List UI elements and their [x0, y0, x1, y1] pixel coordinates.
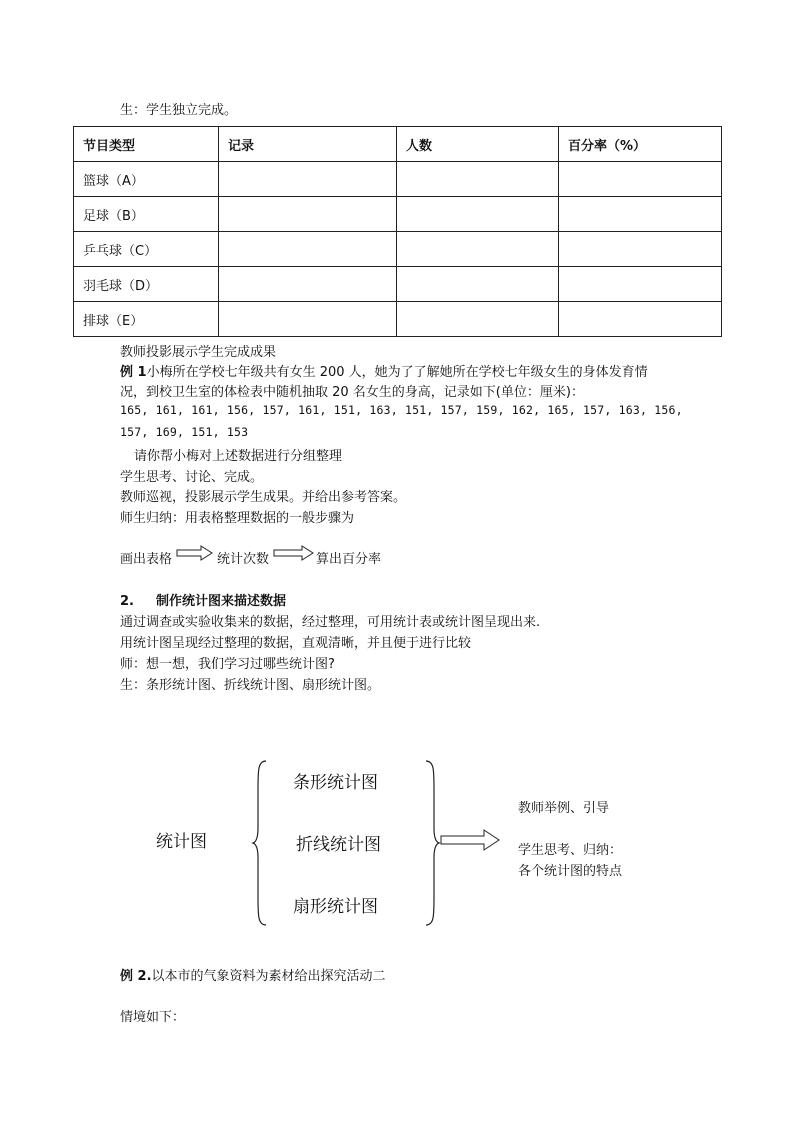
- table-row: [74, 302, 722, 337]
- arrow-right-icon: [274, 546, 314, 560]
- table-cell: [397, 162, 559, 197]
- section2-title: 制作统计图来描述数据: [155, 594, 286, 609]
- table-header-cell: 人数: [397, 127, 559, 162]
- diagram-branch: 条形统计图: [293, 773, 378, 793]
- table-header-cell: 节目类型: [74, 127, 219, 162]
- table-cell: [559, 162, 722, 197]
- text-line: 学生思考、讨论、完成。: [120, 470, 264, 485]
- table-cell: [219, 197, 397, 232]
- step-1: 画出表格: [120, 552, 173, 567]
- text-line: 师生归纳：用表格整理数据的一般步骤为: [120, 511, 355, 526]
- table-cell: [559, 232, 722, 267]
- diagram-note: 学生思考、归纳：: [518, 843, 623, 858]
- table-cell: [219, 162, 397, 197]
- section2-line: 生：条形统计图、折线统计图、扇形统计图。: [120, 678, 381, 693]
- table-cell: [559, 267, 722, 302]
- table-cell: [397, 302, 559, 337]
- diagram-note: 各个统计图的特点: [518, 864, 623, 879]
- example1-label: 例 1: [120, 365, 147, 380]
- table-cell: [397, 232, 559, 267]
- data-table: [73, 126, 722, 337]
- intro-line: 生：学生独立完成。: [120, 103, 238, 118]
- table-cell: 乒乓球（C）: [74, 232, 219, 267]
- arrow-right-icon: [177, 546, 213, 560]
- diagram-branch: 扇形统计图: [293, 897, 378, 917]
- table-cell: 排球（E）: [74, 302, 219, 337]
- arrow-right-icon: [441, 830, 501, 850]
- table-header-cell: 百分率（%）: [559, 127, 722, 162]
- situation-line: 情境如下：: [120, 1010, 186, 1025]
- text-line: 教师巡视，投影展示学生成果。并给出参考答案。: [120, 490, 407, 505]
- diagram-root: 统计图: [156, 832, 207, 852]
- example1-line1: [120, 361, 648, 380]
- table-cell: [397, 267, 559, 302]
- table-cell: [219, 267, 397, 302]
- step-3: 算出百分率: [316, 552, 382, 567]
- table-cell: [219, 302, 397, 337]
- example1-line2: 况，到校卫生室的体检表中随机抽取 20 名女生的身高，记录如下(单位：厘米)：: [120, 385, 584, 400]
- table-header-cell: 记录: [219, 127, 397, 162]
- example1-task: 请你帮小梅对上述数据进行分组整理: [134, 449, 343, 464]
- table-row: [74, 162, 722, 197]
- diagram-branch: 折线统计图: [296, 835, 381, 855]
- right-brace-icon: [424, 760, 440, 926]
- example2-text: 以本市的气象资料为素材给出探究活动二: [151, 969, 386, 984]
- table-cell: [559, 302, 722, 337]
- table-row: [74, 197, 722, 232]
- table-cell: 篮球（A）: [74, 162, 219, 197]
- section2-line: 用统计图呈现经过整理的数据，直观清晰，并且便于进行比较: [120, 636, 472, 651]
- section2-line: 通过调查或实验收集来的数据，经过整理，可用统计表或统计图呈现出来.: [120, 615, 541, 630]
- step-2: 统计次数: [217, 552, 270, 567]
- diagram-note: 教师举例、引导: [518, 801, 610, 816]
- left-brace-icon: [252, 760, 268, 926]
- table-header-row: [74, 127, 722, 162]
- example2-label: 例 2.: [120, 969, 152, 984]
- table-cell: [559, 197, 722, 232]
- example1-data-line1: 165, 161, 161, 156, 157, 161, 151, 163, 151, 157, 159, 162, 165, 157, 163, 156,: [120, 403, 683, 417]
- table-cell: 足球（B）: [74, 197, 219, 232]
- example2-line: [120, 965, 386, 984]
- after-table-line: 教师投影展示学生完成成果: [120, 345, 277, 360]
- table-cell: 羽毛球（D）: [74, 267, 219, 302]
- table-cell: [219, 232, 397, 267]
- example1-data-line2: 157, 169, 151, 153: [120, 425, 249, 439]
- example1-text1: 小梅所在学校七年级共有女生 200 人，她为了了解她所在学校七年级女生的身体发育情: [146, 365, 648, 380]
- section2-line: 师：想一想，我们学习过哪些统计图?: [120, 657, 335, 672]
- section2-number: 2.: [120, 594, 134, 609]
- table-row: [74, 267, 722, 302]
- section2-heading: [120, 590, 286, 609]
- table-cell: [397, 197, 559, 232]
- table-row: [74, 232, 722, 267]
